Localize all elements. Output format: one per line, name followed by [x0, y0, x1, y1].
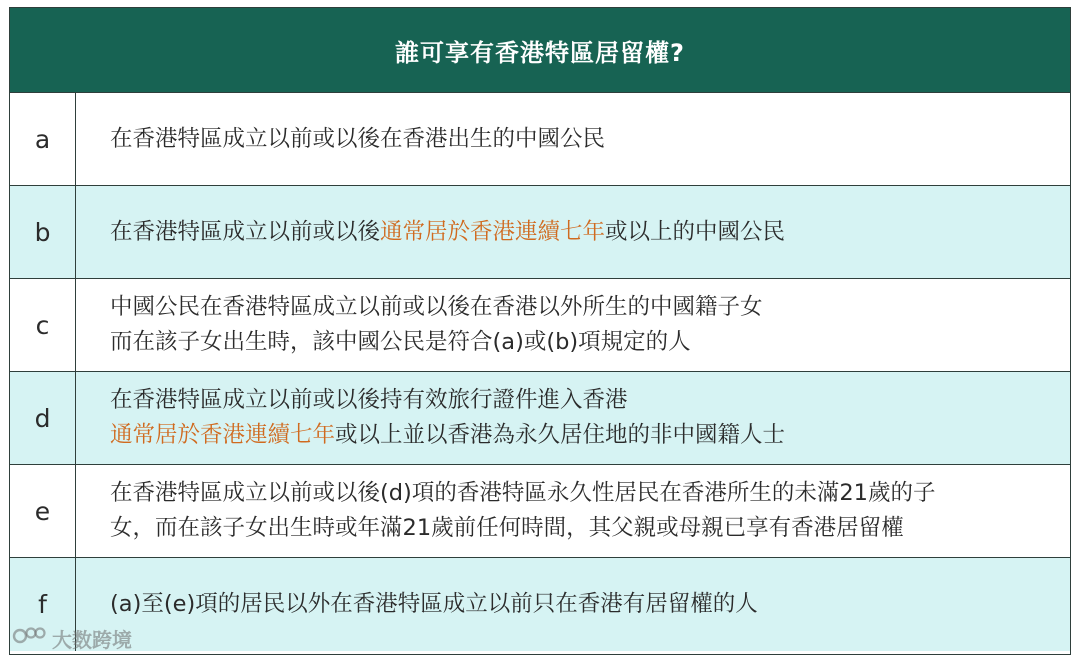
watermark-text: 大数跨境 — [52, 628, 132, 652]
row-line — [110, 215, 1056, 250]
row-content — [76, 465, 1070, 557]
row-content — [76, 372, 1070, 464]
row-key: d — [10, 372, 76, 464]
row-key: e — [10, 465, 76, 557]
table-title: 誰可享有香港特區居留權? — [395, 38, 685, 67]
text-segment: 女，而在該子女出生時或年滿21歲前任何時間，其父親或母親已享有香港居留權 — [110, 515, 904, 541]
text-segment: 或以上並以香港為永久居住地的非中國籍人士 — [335, 422, 786, 448]
table-row — [10, 279, 1070, 372]
row-content — [76, 93, 1070, 185]
row-content — [76, 558, 1070, 651]
table-header — [10, 8, 1070, 93]
row-key: f — [10, 558, 76, 651]
highlight-segment: 通常居於香港連續七年 — [380, 218, 606, 245]
watermark — [12, 624, 132, 653]
row-key: c — [10, 279, 76, 371]
row-line — [110, 122, 1056, 157]
row-line — [110, 383, 1056, 418]
row-line — [110, 290, 1056, 325]
row-line — [110, 587, 1056, 622]
text-segment: 在香港特區成立以前或以後持有效旅行證件進入香港 — [110, 387, 628, 413]
text-segment: 中國公民在香港特區成立以前或以後在香港以外所生的中國籍子女 — [110, 294, 763, 320]
table-row — [10, 186, 1070, 279]
highlight-segment: 通常居於香港連續七年 — [110, 422, 336, 448]
logo-icon — [12, 625, 46, 652]
table-row — [10, 372, 1070, 465]
right-of-abode-table — [9, 7, 1071, 655]
row-content — [76, 186, 1070, 278]
text-segment: (a)至(e)項的居民以外在香港特區成立以前只在香港有居留權的人 — [110, 591, 758, 617]
table-row — [10, 558, 1070, 651]
text-segment: 在香港特區成立以前或以後在香港出生的中國公民 — [110, 125, 606, 152]
row-line — [110, 476, 1056, 511]
row-line — [110, 325, 1056, 360]
table-row — [10, 465, 1070, 558]
row-content — [76, 279, 1070, 371]
table-row — [10, 93, 1070, 186]
text-segment: 或以上的中國公民 — [605, 218, 786, 245]
text-segment: 在香港特區成立以前或以後(d)項的香港特區永久性居民在香港所生的未滿21歲的子 — [110, 480, 936, 506]
row-line — [110, 418, 1056, 453]
text-segment: 在香港特區成立以前或以後 — [110, 218, 381, 245]
row-key: a — [10, 93, 76, 185]
text-segment: 而在該子女出生時，該中國公民是符合(a)或(b)項規定的人 — [110, 329, 691, 355]
row-key: b — [10, 186, 76, 278]
row-line — [110, 511, 1056, 546]
